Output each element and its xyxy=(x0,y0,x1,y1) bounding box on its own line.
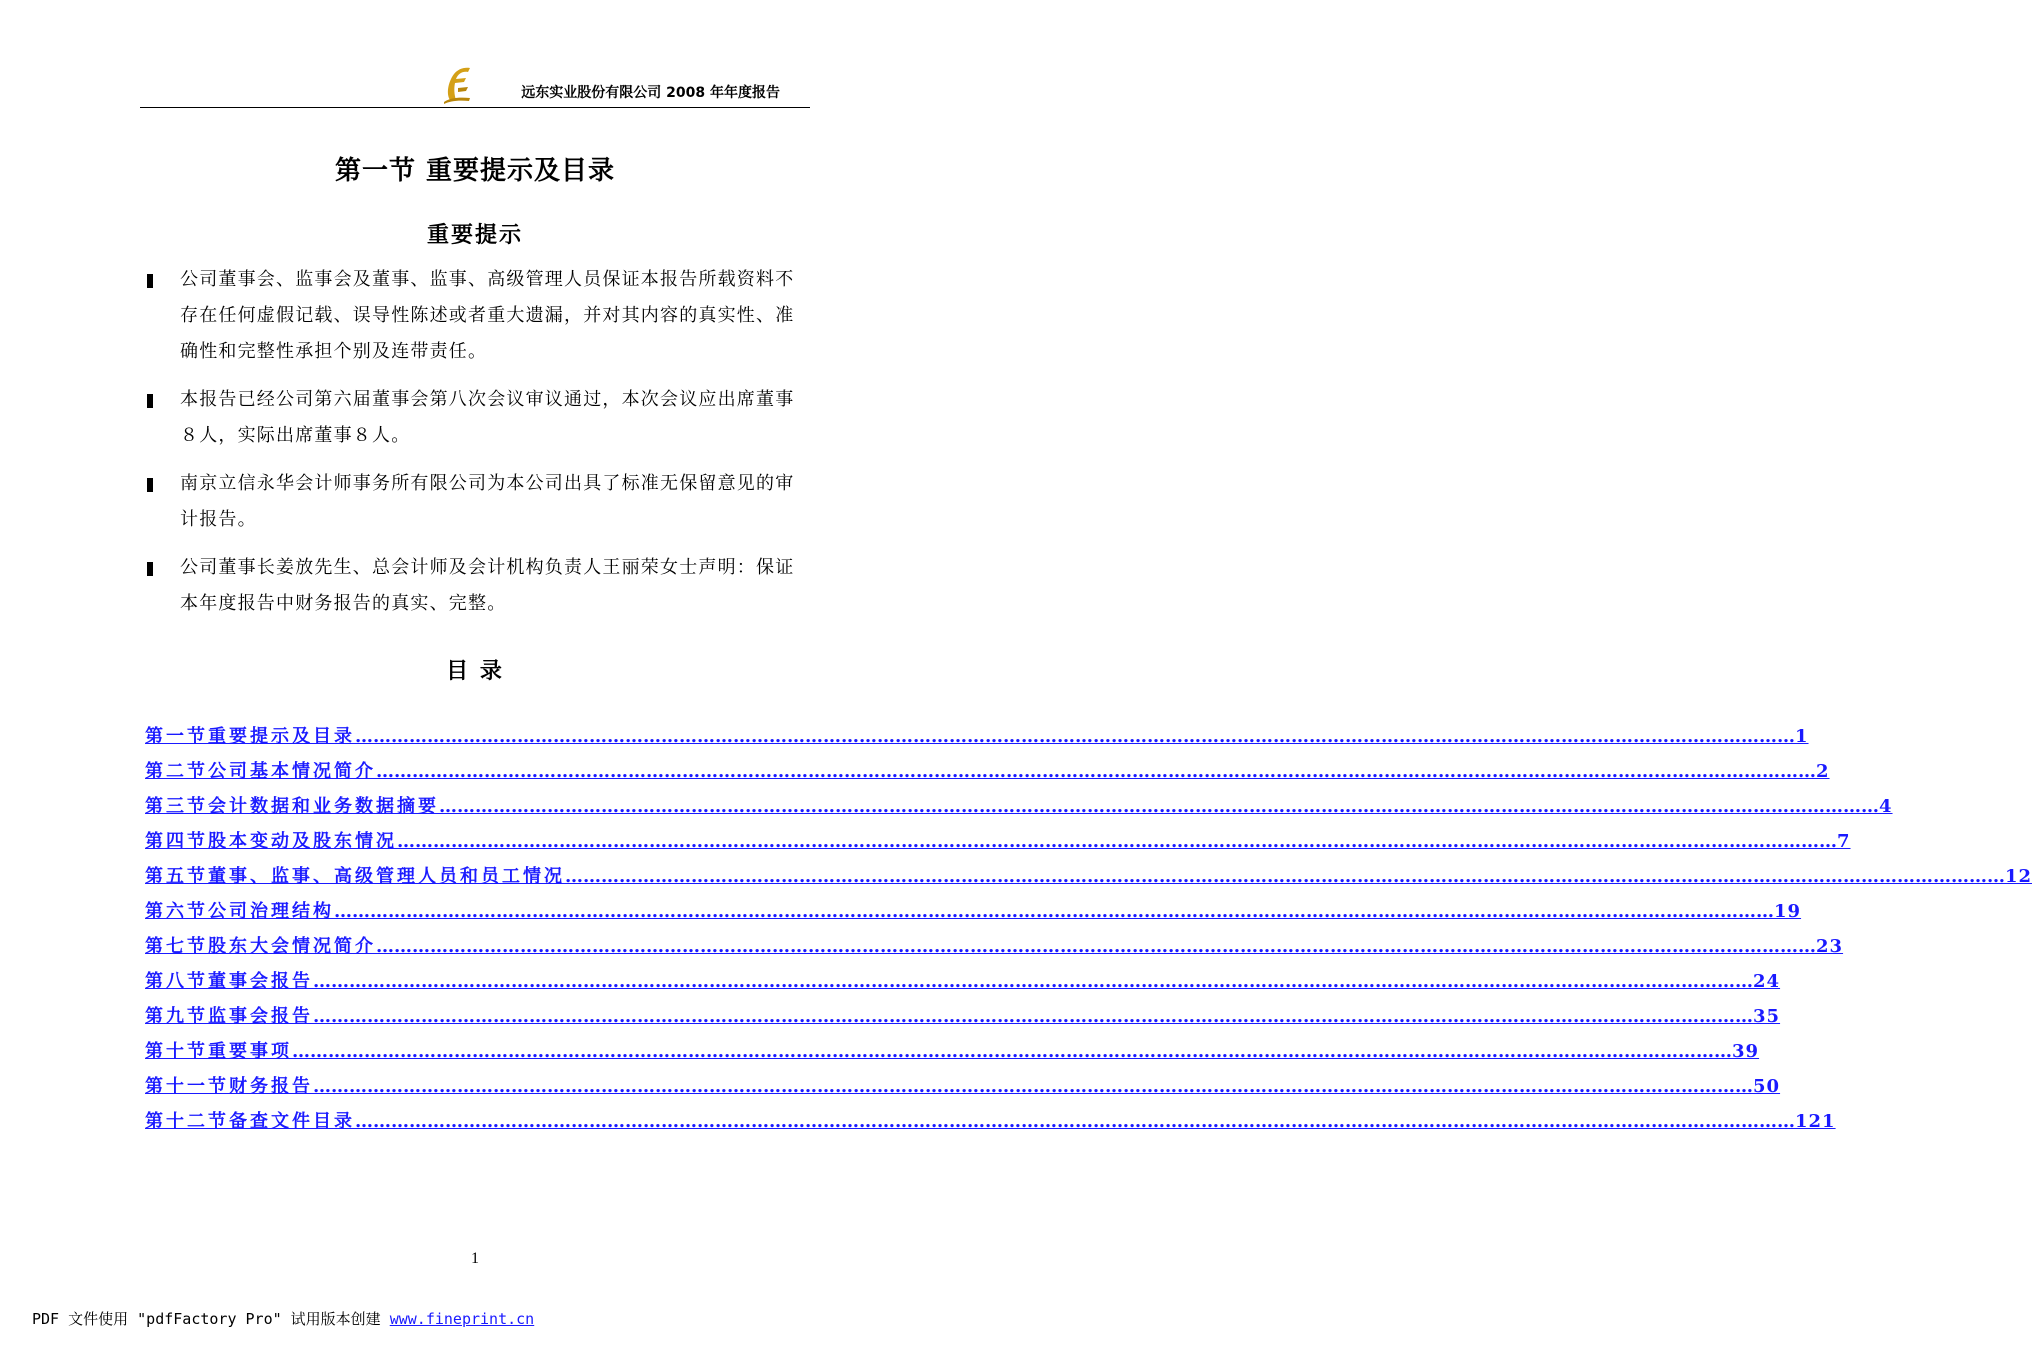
toc-dot-leader: …………………………………………………………………………………………………………………………………………………………………………………………………………………… xyxy=(334,901,1774,922)
toc-entry-link[interactable] xyxy=(145,722,1809,757)
notice-item xyxy=(145,382,810,454)
toc-section-number: 第七节 xyxy=(145,936,208,957)
toc-dot-leader: …………………………………………………………………………………………………………………………………………………………………………………………………………………… xyxy=(355,1111,1795,1132)
toc-dot-leader: …………………………………………………………………………………………………………………………………………………………………………………………………………………… xyxy=(397,831,1837,852)
toc-page-number: 1 xyxy=(1795,726,1809,747)
bullet-icon xyxy=(147,478,153,492)
toc-section-number: 第十二节 xyxy=(145,1111,229,1132)
toc-entry-link[interactable] xyxy=(145,827,1851,862)
toc-section-title: 股东大会情况简介 xyxy=(208,936,376,957)
toc-section-number: 第一节 xyxy=(145,726,208,747)
toc-section-title: 公司治理结构 xyxy=(208,901,334,922)
footer-text: PDF 文件使用 "pdfFactory Pro" 试用版本创建 xyxy=(32,1310,390,1328)
notice-item xyxy=(145,262,810,370)
toc-section-number: 第九节 xyxy=(145,1006,208,1027)
toc-dot-leader: …………………………………………………………………………………………………………………………………………………………………………………………………………………… xyxy=(292,1041,1732,1062)
table-of-contents xyxy=(145,722,2032,1142)
toc-entry-link[interactable] xyxy=(145,1107,1836,1142)
toc-entry-link[interactable] xyxy=(145,757,1830,792)
pdf-footer xyxy=(32,1308,534,1329)
header-divider xyxy=(140,107,810,108)
toc-section-number: 第二节 xyxy=(145,761,208,782)
notice-item xyxy=(145,466,810,538)
toc-entry-link[interactable] xyxy=(145,932,1844,967)
toc-page-number: 19 xyxy=(1774,901,1802,922)
toc-entry-link[interactable] xyxy=(145,1072,1781,1107)
toc-section-title: 董事会报告 xyxy=(208,971,313,992)
toc-dot-leader: …………………………………………………………………………………………………………………………………………………………………………………………………………………… xyxy=(313,1006,1753,1027)
toc-section-title: 财务报告 xyxy=(229,1076,313,1097)
toc-page-number: 121 xyxy=(1795,1111,1836,1132)
section-title: 第一节 重要提示及目录 xyxy=(334,156,616,186)
toc-section-title: 重要事项 xyxy=(208,1041,292,1062)
toc-page-number: 35 xyxy=(1753,1006,1781,1027)
bullet-icon xyxy=(147,394,153,408)
toc-section-title: 董事、监事、高级管理人员和员工情况 xyxy=(208,866,565,887)
toc-entry-link[interactable] xyxy=(145,1037,1760,1072)
notice-text: 公司董事会、监事会及董事、监事、高级管理人员保证本报告所载资料不存在任何虚假记载、误导性陈述或者重大遗漏，并对其内容的真实性、准确性和完整性承担个别及连带责任。 xyxy=(180,269,795,362)
toc-entry-link[interactable] xyxy=(145,967,1781,1002)
toc-section-number: 第八节 xyxy=(145,971,208,992)
page-number: 1 xyxy=(471,1250,479,1267)
toc-page-number: 12 xyxy=(2005,866,2032,887)
toc-section-number: 第六节 xyxy=(145,901,208,922)
notice-text: 南京立信永华会计师事务所有限公司为本公司出具了标准无保留意见的审计报告。 xyxy=(180,473,795,530)
toc-dot-leader: …………………………………………………………………………………………………………………………………………………………………………………………………………………… xyxy=(313,1076,1753,1097)
toc-page-number: 4 xyxy=(1879,796,1893,817)
toc-entry-link[interactable] xyxy=(145,1002,1781,1037)
toc-dot-leader: …………………………………………………………………………………………………………………………………………………………………………………………………………………… xyxy=(313,971,1753,992)
notice-heading: 重要提示 xyxy=(426,222,523,248)
toc-entry-link[interactable] xyxy=(145,792,1893,827)
notice-text: 本报告已经公司第六届董事会第八次会议审议通过，本次会议应出席董事８人，实际出席董事８人。 xyxy=(180,389,795,446)
footer-link[interactable]: www.fineprint.cn xyxy=(389,1310,535,1328)
bullet-icon xyxy=(147,562,153,576)
toc-section-title: 备查文件目录 xyxy=(229,1111,355,1132)
bullet-icon xyxy=(147,274,153,288)
toc-entry-link[interactable] xyxy=(145,862,2032,897)
toc-dot-leader: …………………………………………………………………………………………………………………………………………………………………………………………………………………… xyxy=(355,726,1795,747)
toc-section-number: 第十节 xyxy=(145,1041,208,1062)
toc-dot-leader: …………………………………………………………………………………………………………………………………………………………………………………………………………………… xyxy=(376,761,1816,782)
toc-section-title: 会计数据和业务数据摘要 xyxy=(208,796,439,817)
toc-section-number: 第三节 xyxy=(145,796,208,817)
toc-page-number: 50 xyxy=(1753,1076,1781,1097)
toc-page-number: 24 xyxy=(1753,971,1781,992)
toc-page-number: 39 xyxy=(1732,1041,1760,1062)
toc-section-number: 第五节 xyxy=(145,866,208,887)
toc-entry-link[interactable] xyxy=(145,897,1802,932)
toc-section-number: 第四节 xyxy=(145,831,208,852)
toc-section-title: 监事会报告 xyxy=(208,1006,313,1027)
toc-dot-leader: …………………………………………………………………………………………………………………………………………………………………………………………………………………… xyxy=(376,936,1816,957)
notice-list xyxy=(145,262,810,634)
toc-dot-leader: …………………………………………………………………………………………………………………………………………………………………………………………………………………… xyxy=(565,866,2005,887)
toc-section-title: 股本变动及股东情况 xyxy=(208,831,397,852)
toc-page-number: 7 xyxy=(1837,831,1851,852)
toc-section-title: 重要提示及目录 xyxy=(208,726,355,747)
page-header xyxy=(140,60,810,108)
toc-section-title: 公司基本情况简介 xyxy=(208,761,376,782)
toc-page-number: 23 xyxy=(1816,936,1844,957)
toc-heading: 目 录 xyxy=(446,658,504,684)
toc-section-number: 第十一节 xyxy=(145,1076,229,1097)
notice-text: 公司董事长姜放先生、总会计师及会计机构负责人王丽荣女士声明：保证本年度报告中财务报告的真实、完整。 xyxy=(180,557,795,614)
company-logo-icon xyxy=(440,64,474,104)
report-title-header: 远东实业股份有限公司 2008 年年度报告 xyxy=(521,85,780,101)
toc-page-number: 2 xyxy=(1816,761,1830,782)
toc-dot-leader: …………………………………………………………………………………………………………………………………………………………………………………………………………………… xyxy=(439,796,1879,817)
notice-item xyxy=(145,550,810,622)
